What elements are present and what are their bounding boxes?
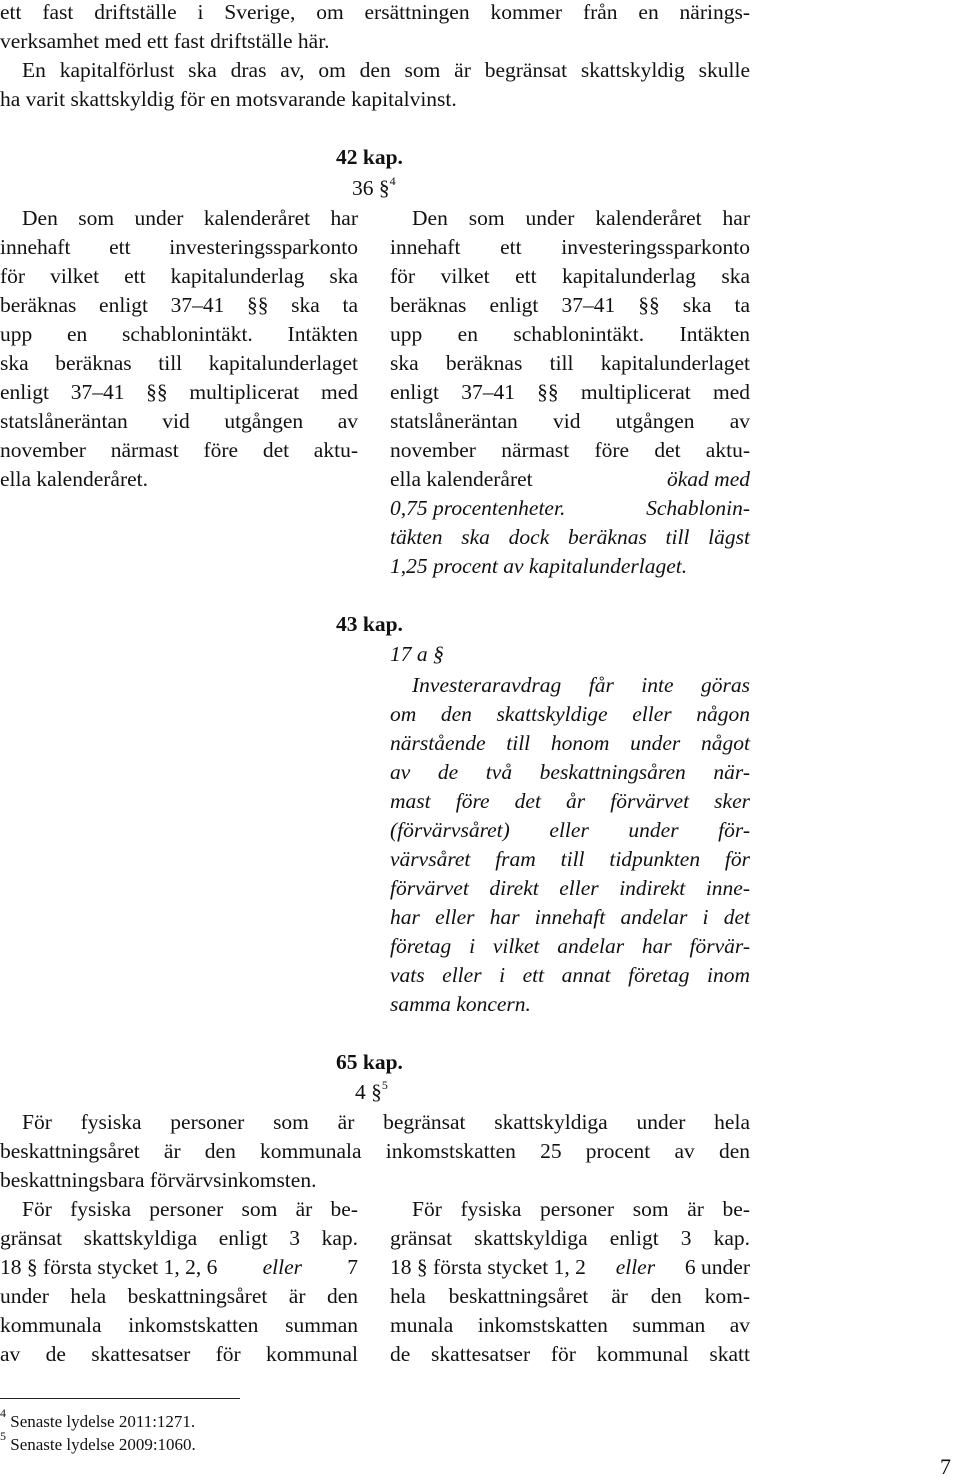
section-heading-4: 4 §$^5$ [355,1078,388,1104]
text-line [390,465,750,494]
amendment-text: värvsåret fram till tidpunkten för [390,847,750,871]
section-heading-36: 36 §$^4$ [352,174,396,200]
footnote-divider [0,1398,240,1399]
chapter-heading-43: 43 kap. [336,612,403,636]
text-line: november närmast före det aktu- [0,438,358,462]
page-number: 7 [940,1454,951,1479]
amendment-text: mast före det år förvärvet sker [390,789,750,813]
text-line: ska beräknas till kapitalunderlaget [0,351,358,375]
text-line: gränsat skattskyldiga enligt 3 kap. [390,1226,750,1250]
chapter-heading-42: 42 kap. [336,145,403,169]
text-line: För fysiska personer som är be- [22,1197,358,1221]
text-line: För fysiska personer som är be- [412,1197,750,1221]
footnote: $^5$ Senaste lydelse 2009:1060. [0,1429,196,1454]
text-line: För fysiska personer som är begränsat skattskyldiga under hela [22,1110,750,1134]
amendment-text: förvärvet direkt eller indirekt inne- [390,876,750,900]
text-line: innehaft ett investeringssparkonto [0,235,358,259]
text-line: beskattningsbara förvärvsinkomsten. [0,1168,317,1192]
text-fragment: 18 § första stycket 1, 2 [390,1255,586,1279]
text-line: Den som under kalenderåret har [22,206,358,230]
amendment-text: Schablonin- [646,496,750,520]
amendment-text: täkten ska dock beräknas till lägst [390,525,750,549]
text-line: statslåneräntan vid utgången av [390,409,750,433]
text-fragment: ella kalenderåret [390,467,533,491]
amendment-text: Investeraravdrag får inte göras [412,673,750,697]
text-line: av de skattesatser för kommunal [0,1342,358,1366]
amendment-text: (förvärvsåret) eller under för- [390,818,750,842]
text-line: verksamhet med ett fast driftställe här. [0,29,330,53]
text-line: innehaft ett investeringssparkonto [390,235,750,259]
text-fragment: eller [615,1255,656,1279]
text-line: statslåneräntan vid utgången av [0,409,358,433]
text-line: En kapitalförlust ska dras av, om den som är begränsat skattskyldig skulle [22,58,750,82]
amendment-text: vats eller i ett annat företag inom [390,963,750,987]
amendment-text: om den skattskyldige eller någon [390,702,750,726]
text-line [0,1253,358,1282]
text-line: ella kalenderåret. [0,467,149,491]
text-line: ett fast driftställe i Sverige, om ersättningen kommer från en närings- [0,0,750,24]
text-line: upp en schablonintäkt. Intäkten [0,322,358,346]
text-line: för vilket ett kapitalunderlag ska [390,264,750,288]
text-line: ska beräknas till kapitalunderlaget [390,351,750,375]
text-line: beräknas enligt 37–41 §§ ska ta [0,293,358,317]
text-line: kommunala inkomstskatten summan [0,1313,358,1337]
text-line: november närmast före det aktu- [390,438,750,462]
text-line [390,1253,750,1282]
text-fragment: 18 § första stycket 1, 2, 6 [0,1255,218,1279]
amendment-text: närstående till honom under något [390,731,750,755]
amendment-text: av de två beskattningsåren när- [390,760,750,784]
text-line: Den som under kalenderåret har [412,206,750,230]
amendment-text: har eller har innehaft andelar i det [390,905,750,929]
text-line [390,494,750,523]
chapter-heading-65: 65 kap. [336,1050,403,1074]
text-fragment: eller [262,1255,302,1279]
text-line: upp en schablonintäkt. Intäkten [390,322,750,346]
text-line: enligt 37–41 §§ multiplicerat med [390,380,750,404]
text-line: beräknas enligt 37–41 §§ ska ta [390,293,750,317]
amendment-text: 1,25 procent av kapitalunderlaget. [390,554,688,578]
text-fragment: 7 [347,1255,358,1279]
text-line: de skattesatser för kommunal skatt [390,1342,750,1366]
text-line: ha varit skattskyldig för en motsvarande kapitalvinst. [0,87,457,111]
amendment-text: ökad med [667,467,750,491]
text-line: gränsat skattskyldiga enligt 3 kap. [0,1226,358,1250]
text-line: för vilket ett kapitalunderlag ska [0,264,358,288]
amendment-text: företag i vilket andelar har förvär- [390,934,750,958]
amendment-text: samma koncern. [390,992,531,1016]
text-line: beskattningsåret är den kommunala inkomstskatten 25 procent av den [0,1139,750,1163]
text-line: hela beskattningsåret är den kom- [390,1284,750,1308]
text-line: munala inkomstskatten summan av [390,1313,750,1337]
amendment-text: 0,75 procentenheter. [390,496,566,520]
section-heading-17a: 17 a § [390,642,444,666]
text-line: under hela beskattningsåret är den [0,1284,358,1308]
text-line: enligt 37–41 §§ multiplicerat med [0,380,358,404]
text-fragment: 6 under [684,1255,750,1279]
footnote: $^4$ Senaste lydelse 2011:1271. [0,1406,196,1431]
